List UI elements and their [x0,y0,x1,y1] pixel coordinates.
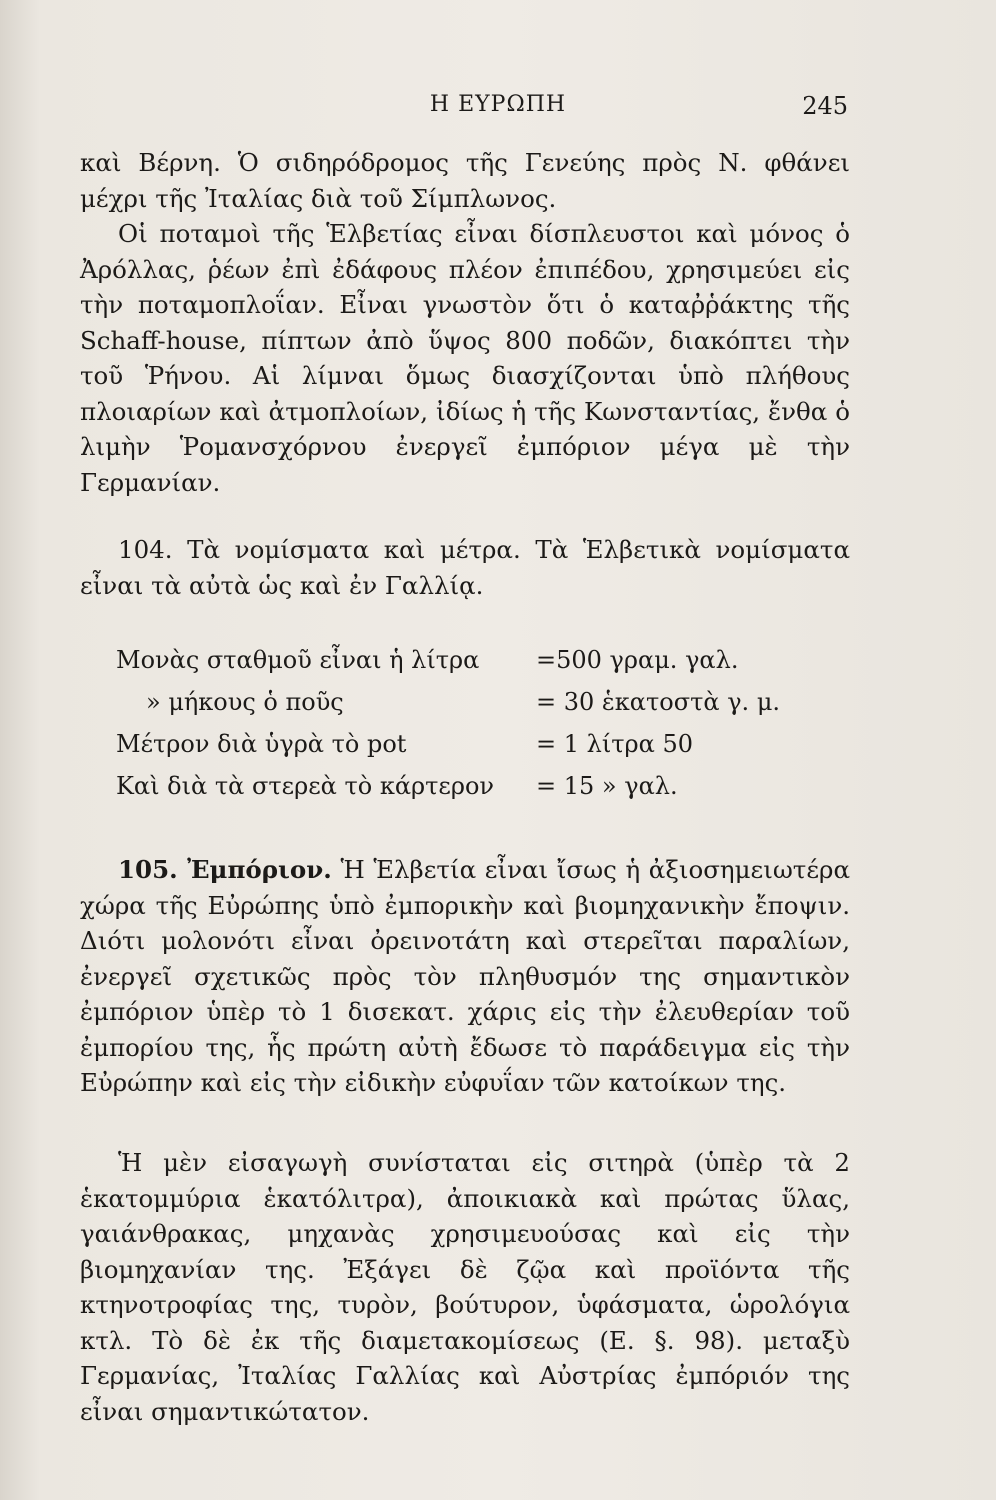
paragraph-commerce [80,852,850,1101]
paragraph-imports: Ἡ μὲν εἰσαγωγὴ συνίσταται εἰς σιτηρὰ (ὑπὲρ τὰ 2 ἑκατομμύρια ἑκατόλιτρα), ἀποικιακὰ καὶ πρώτας ὕλας, γαιάνθρακας, μηχανὰς χρησιμευούσας καὶ εἰς τὴν βιομηχανίαν της. Ἐξάγει δὲ ζῷα καὶ προϊόντα τῆς κτηνοτροφίας της, τυρὸν, βούτυρον, ὑφάσματα, ὡρολόγια κτλ. Τὸ δὲ ἐκ τῆς διαμετακομίσεως (Ε. §. 98). μεταξὺ Γερμανίας, Ἰταλίας Γαλλίας καὶ Αὐστρίας ἐμπόριόν της εἶναι σημαντικώτατον. [80,1148,850,1426]
text-block-imports [80,1145,850,1429]
measure-value: = 15 » γαλ. [536,772,678,800]
running-title: Η ΕΥΡΩΠΗ [429,92,567,117]
text-block-rivers [80,145,850,500]
measure-value: =500 γραμ. γαλ. [536,646,739,674]
paragraph-railway: καὶ Βέρνη. Ὁ σιδηρόδρομος τῆς Γενεύης πρὸς Ν. φθάνει μέχρι τῆς Ἰταλίας διὰ τοῦ Σίμπλωνος. [80,148,850,213]
paragraph-commerce-text: Ἡ Ἑλβετία εἶναι ἴσως ἡ ἀξιοσημειωτέρα χώρα τῆς Εὐρώπης ὑπὸ ἐμπορικὴν καὶ βιομηχανικὴν ἔποψιν. Διότι μολονότι εἶναι ὀρεινοτάτη καὶ στερεῖται παραλίων, ἐνεργεῖ σχετικῶς πρὸς τὸν πληθυσμόν της σημαντικὸν ἐμπόριον ὑπὲρ τὸ 1 δισεκατ. χάρις εἰς τὴν ἐλευθερίαν τοῦ ἐμπορίου της, ἧς πρώτη αὐτὴ ἔδωσε τὸ παράδειγμα εἰς τὴν Εὐρώπην καὶ εἰς τὴν εἰδικὴν εὐφυΐαν τῶν κατοίκων της. [80,855,850,1097]
measure-row [116,646,856,688]
text-block-commerce [80,852,850,1101]
section-heading-commerce: 105. Ἐμπόριον. [118,855,332,884]
measure-row [116,730,856,772]
page-number: 245 [802,92,848,120]
measure-value: = 30 ἑκατοστὰ γ. μ. [536,688,781,716]
text-block-currency [80,532,850,603]
measures-table [116,646,856,814]
measure-label: Μέτρον διὰ ὑγρὰ τὸ pot [116,730,407,758]
paragraph-currency: 104. Τὰ νομίσματα καὶ μέτρα. Τὰ Ἑλβετικὰ νομίσματα εἶναι τὰ αὐτὰ ὡς καὶ ἐν Γαλλίᾳ. [80,535,850,600]
paragraph-rivers: Οἱ ποταμοὶ τῆς Ἑλβετίας εἶναι δίσπλευστοι καὶ μόνος ὁ Ἀρόλλας, ῥέων ἐπὶ ἐδάφους πλέον ἐπιπέδου, χρησιμεύει εἰς τὴν ποταμοπλοΐαν. Εἶναι γνωστὸν ὅτι ὁ καταῤῥάκτης τῆς Schaff-house, πίπτων ἀπὸ ὕψος 800 ποδῶν, διακόπτει τὴν τοῦ Ῥήνου. Αἱ λίμναι ὅμως διασχίζονται ὑπὸ πλήθους πλοιαρίων καὶ ἀτμοπλοίων, ἰδίως ἡ τῆς Κωνσταντίας, ἔνθα ὁ λιμὴν Ῥομανσχόρνου ἐνεργεῖ ἐμπόριον μέγα μὲ τὴν Γερμανίαν. [80,219,850,497]
page-header [0,92,996,132]
measure-label: Καὶ διὰ τὰ στερεὰ τὸ κάρτερον [116,772,494,800]
measure-row [116,688,856,730]
measure-row [116,772,856,814]
measure-label: » μήκους ὁ ποῦς [146,688,344,716]
measure-value: = 1 λίτρα 50 [536,730,694,758]
measure-label: Μονὰς σταθμοῦ εἶναι ἡ λίτρα [116,646,480,674]
